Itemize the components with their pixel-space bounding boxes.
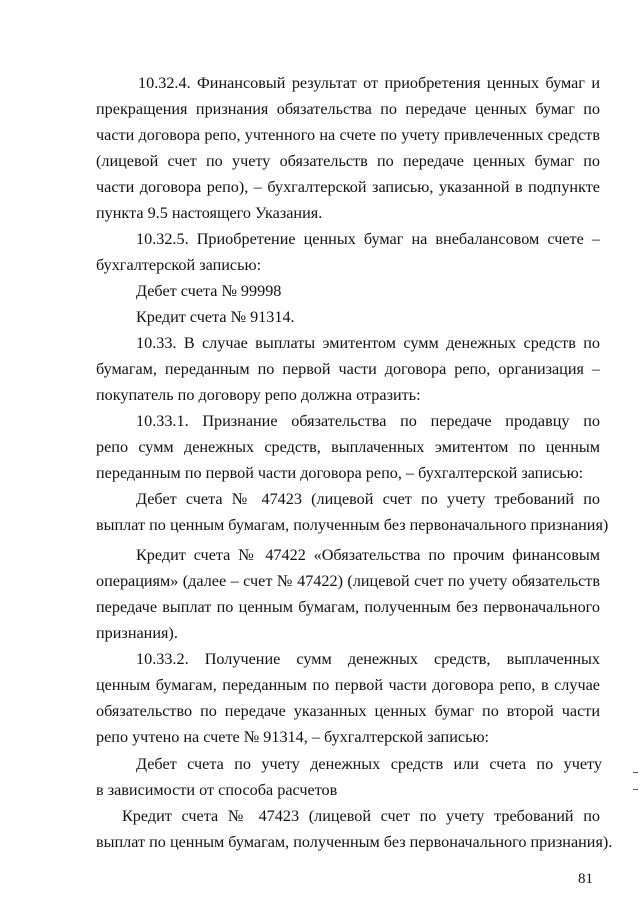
text-line: бумагам, переданным по первой части договора репо, организация – — [96, 360, 600, 378]
page-number: 81 — [578, 871, 593, 887]
text-line: Дебет счета по учету денежных средств или счета по учету — [136, 755, 602, 773]
text-line: операциям» (далее – счет № 47422) (лицевой счет по учету обязательств — [96, 572, 600, 590]
text-line: в зависимости от способа расчетов — [96, 781, 338, 799]
text-line: признания). — [96, 624, 178, 642]
scan-edge-mark — [633, 789, 638, 790]
text-line: выплат по ценным бумагам, полученным без первоначального признания). — [96, 833, 613, 851]
text-line: 10.33.2. Получение сумм денежных средств, выплаченных — [136, 650, 600, 668]
text-line: ценным бумагам, переданным по первой части договора репо, в случае — [96, 676, 600, 694]
text-line: части договора репо), – бухгалтерской записью, указанной в подпункте — [96, 178, 600, 196]
text-line: обязательство по передаче указанных ценных бумаг по второй части — [96, 702, 600, 720]
text-line: покупатель по договору репо должна отразить: — [96, 386, 421, 404]
text-line: переданным по первой части договора репо, – бухгалтерской записью: — [96, 464, 584, 482]
text-line: 10.33.1. Признание обязательства по передаче продавцу по — [136, 412, 600, 430]
scan-edge-mark — [633, 772, 638, 773]
text-line: пункта 9.5 настоящего Указания. — [96, 204, 323, 222]
text-line: Кредит счета № 91314. — [136, 308, 295, 326]
text-line: (лицевой счет по учету обязательств по передаче ценных бумаг по — [96, 152, 600, 170]
text-line: репо учтено на счете № 91314, – бухгалтерской записью: — [96, 728, 490, 746]
text-line: Дебет счета № 99998 — [136, 282, 282, 300]
text-line: 10.32.4. Финансовый результат от приобретения ценных бумаг и — [138, 74, 600, 92]
text-line: бухгалтерской записью: — [96, 256, 262, 274]
text-line: части договора репо, учтенного на счете по учету привлеченных средств — [96, 126, 600, 144]
text-line: выплат по ценным бумагам, полученным без первоначального признания) — [96, 516, 609, 534]
text-line: Кредит счета № 47423 (лицевой счет по учету требований по — [122, 807, 600, 825]
text-line: прекращения признания обязательства по передаче ценных бумаг по — [96, 100, 600, 118]
text-line: Дебет счета № 47423 (лицевой счет по учету требований по — [136, 490, 600, 508]
text-line: 10.33. В случае выплаты эмитентом сумм денежных средств по — [136, 334, 600, 352]
text-line: репо сумм денежных средств, выплаченных эмитентом по ценным — [96, 438, 600, 456]
text-line: Кредит счета № 47422 «Обязательства по прочим финансовым — [136, 546, 600, 564]
text-line: передаче выплат по ценным бумагам, полученным без первоначального — [96, 598, 600, 616]
text-line: 10.32.5. Приобретение ценных бумаг на внебалансовом счете – — [136, 230, 600, 248]
